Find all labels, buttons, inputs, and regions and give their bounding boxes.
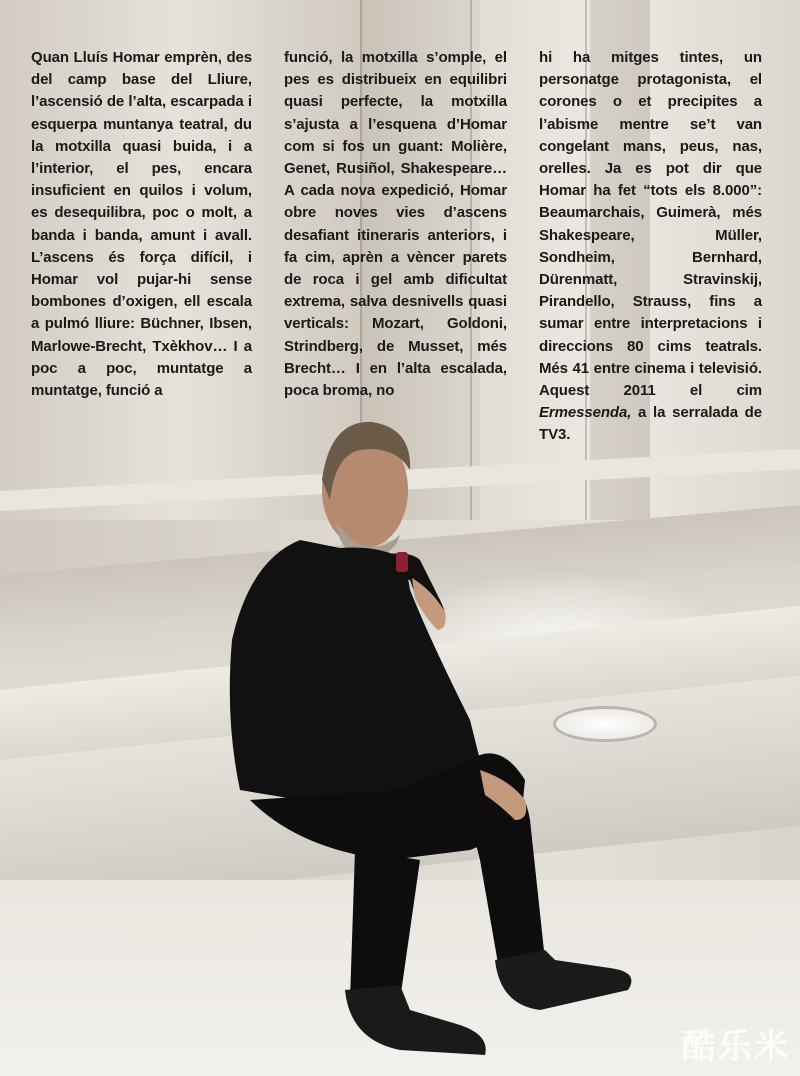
article-column-3 [539,47,762,447]
watermark-logo: 酷乐米 [682,1027,790,1067]
column-3-text-b: a la serralada de TV3. [539,404,762,444]
column-3-title-italic: Ermessenda, [539,404,632,422]
column-3-text-a: hi ha mitges tintes, un personatge protagonista, el corones o et precipites a l’abisme mentre se’t van congelant mans, peus, nas, orelles. Ja es pot dir que Homar ha fet “tots els 8.000”: Beaumarchais, Guimerà, més Shakespeare, Müller, Sondheim, Bernhard, Dürenmatt, Stravinskij, Pirandello, Strauss, fins a sumar entre interpretacions i direccions 80 cims teatrals. Més 41 entre cinema i televisió. Aquest 2011 el cim [539,49,762,400]
article-column-1: Quan Lluís Homar emprèn, des del camp base del Lliure, l’ascensió de l’alta, escarpada i esquerpa muntanya teatral, du la motxilla quasi buida, i a l’interior, el pes, encara insuficient en quilos i volum, es desequilibra, poc o molt, a banda i banda, amunt i avall. L’ascens és força difícil, i Homar vol pujar-hi sense bombones d’oxigen, ell escala a pulmó lliure: Büchner, Ibsen, Marlowe-Brecht, Txèkhov… I a poc a poc, muntatge a muntatge, funció a [31,49,252,400]
article-column-2: funció, la motxilla s’omple, el pes es distribueix en equilibri quasi perfecte, la motxilla s’ajusta a l’esquena d’Homar com si fos un guant: Molière, Genet, Rusiñol, Shakespeare… A cada nova expedició, Homar obre noves vies d’ascens desafiant itineraris anteriors, i fa cim, aprèn a vèncer parets de roca i gel amb dificultat extrema, salva desnivells quasi verticals: Mozart, Goldoni, Strindberg, de Musset, més Brecht… I en l’alta escalada, poca broma, no [284,49,507,400]
article-text [0,47,800,444]
